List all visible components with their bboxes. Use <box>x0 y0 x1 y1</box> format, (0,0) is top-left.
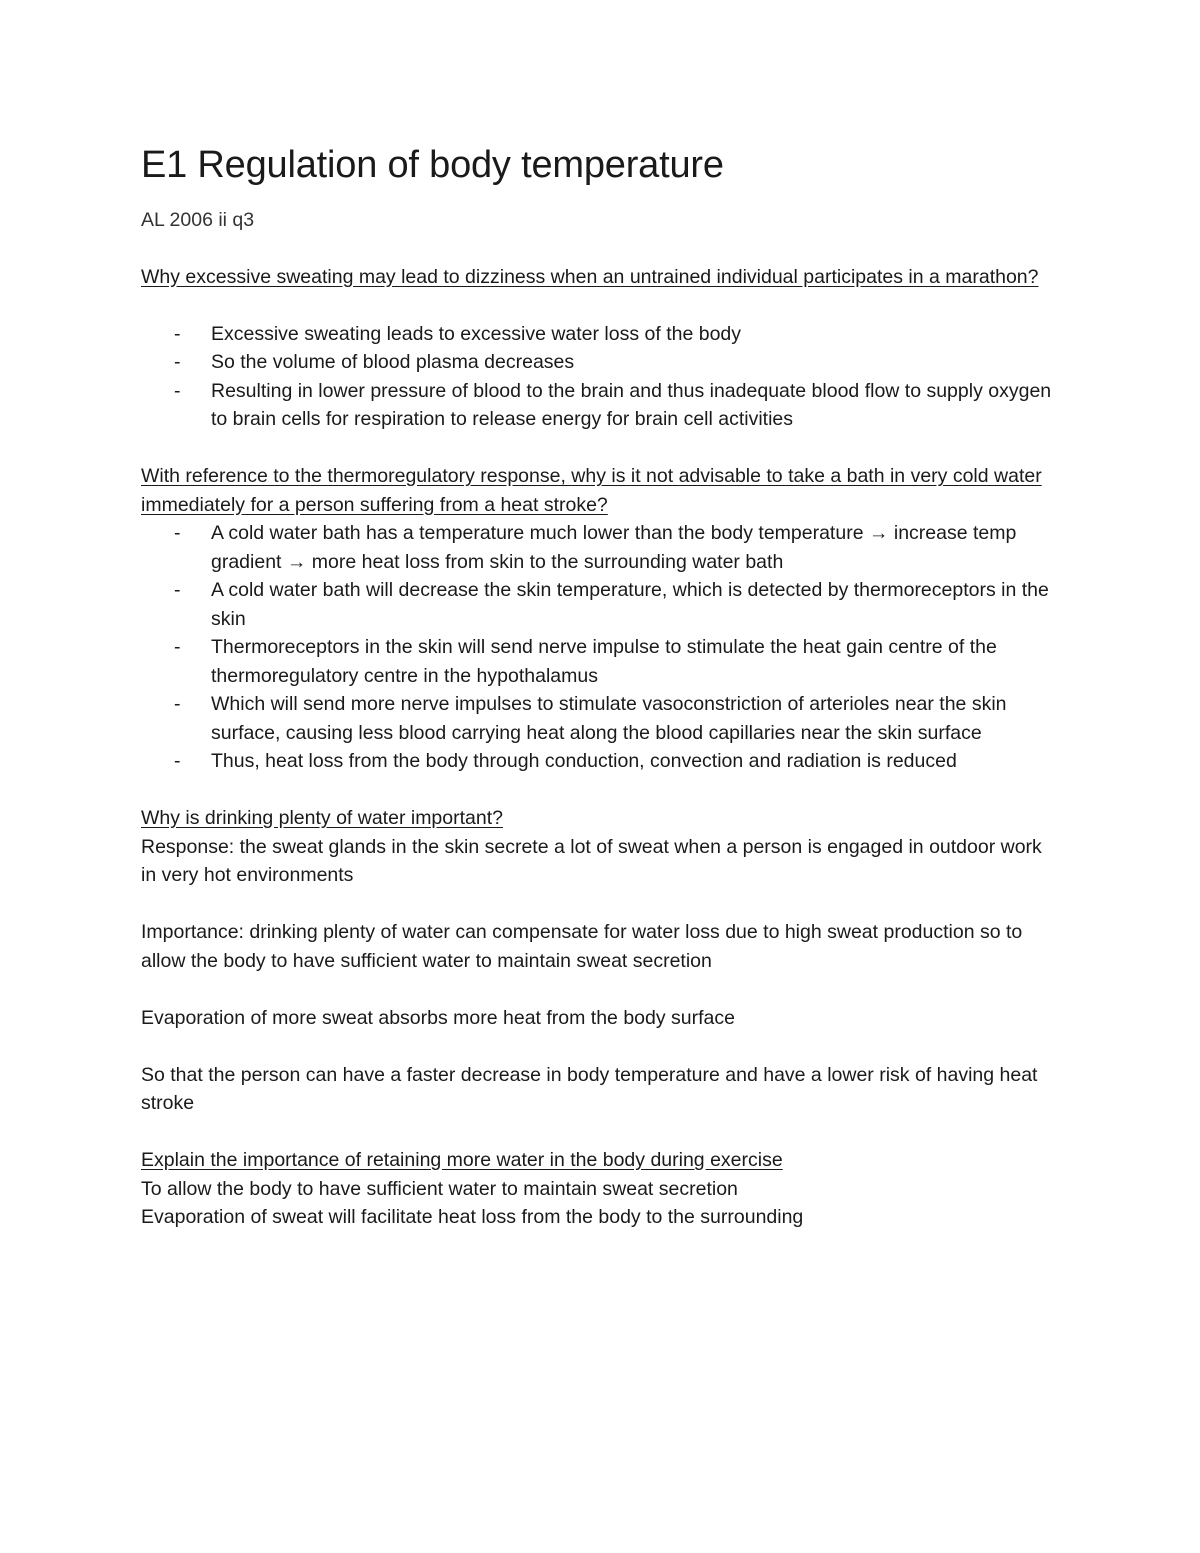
list-item-text: Resulting in lower pressure of blood to the brain and thus inadequate blood flow to supply oxygen to brain cells for respiration to release energy for brain cell activities <box>211 379 1052 430</box>
question-3: Why is drinking plenty of water important? <box>141 807 503 829</box>
spacer <box>141 291 1060 320</box>
page-title: E1 Regulation of body temperature <box>141 144 724 186</box>
bullet-list-1 <box>141 320 1060 434</box>
spacer <box>141 1032 1060 1061</box>
paragraph-evaporation: Evaporation of more sweat absorbs more heat from the body surface <box>141 1006 735 1029</box>
list-item-text: Excessive sweating leads to excessive water loss of the body <box>211 322 742 345</box>
bullet-list-2 <box>141 519 1060 776</box>
list-item <box>141 519 1060 576</box>
page-subtitle: AL 2006 ii q3 <box>141 209 255 231</box>
list-item-text: Thus, heat loss from the body through conduction, convection and radiation is reduced <box>211 750 957 772</box>
dash-marker: - <box>174 693 181 715</box>
answer-line: To allow the body to have sufficient water to maintain sweat secretion <box>141 1177 738 1200</box>
dash-marker: - <box>174 351 181 373</box>
dash-marker: - <box>174 379 181 402</box>
answer-line: Evaporation of sweat will facilitate heat loss from the body to the surrounding <box>141 1206 804 1228</box>
list-item-text: A cold water bath will decrease the skin temperature, which is detected by thermoreceptors in the skin <box>211 579 1049 630</box>
dash-marker: - <box>174 750 181 772</box>
spacer <box>141 776 1060 805</box>
paragraph-importance: Importance: drinking plenty of water can compensate for water loss due to high sweat production so to allow the body to have sufficient water to maintain sweat secretion <box>141 921 1023 972</box>
spacer <box>141 434 1060 463</box>
list-item-text: So the volume of blood plasma decreases <box>211 351 575 373</box>
dash-marker: - <box>174 322 181 345</box>
list-item <box>141 690 1060 747</box>
list-item-text: Thermoreceptors in the skin will send nerve impulse to stimulate the heat gain centre of the thermoregulatory centre in the hypothalamus <box>211 636 997 687</box>
list-item-text: Which will send more nerve impulses to stimulate vasoconstriction of arterioles near the skin surface, causing less blood carrying heat along the blood capillaries near the skin surface <box>211 693 1007 744</box>
spacer <box>141 890 1060 919</box>
list-item <box>141 348 1060 377</box>
question-4: Explain the importance of retaining more water in the body during exercise <box>141 1149 783 1171</box>
spacer <box>141 1118 1060 1147</box>
dash-marker: - <box>174 522 181 544</box>
list-item-text: A cold water bath has a temperature much lower than the body temperature → increase temp gradient → more heat loss from skin to the surrounding water bath <box>211 522 1017 573</box>
list-item <box>141 320 1060 349</box>
list-item <box>141 747 1060 776</box>
question-1: Why excessive sweating may lead to dizziness when an untrained individual participates in a marathon? <box>141 265 1039 288</box>
list-item <box>141 576 1060 633</box>
question-2: With reference to the thermoregulatory response, why is it not advisable to take a bath in very cold water immediately for a person suffering from a heat stroke? <box>141 465 1042 516</box>
spacer <box>141 975 1060 1004</box>
paragraph-response: Response: the sweat glands in the skin secrete a lot of sweat when a person is engaged in outdoor work in very hot environments <box>141 835 1042 886</box>
list-item <box>141 633 1060 690</box>
list-item <box>141 377 1060 434</box>
dash-marker: - <box>174 579 181 601</box>
paragraph-result: So that the person can have a faster decrease in body temperature and have a lower risk of having heat stroke <box>141 1063 1038 1114</box>
dash-marker: - <box>174 636 181 658</box>
